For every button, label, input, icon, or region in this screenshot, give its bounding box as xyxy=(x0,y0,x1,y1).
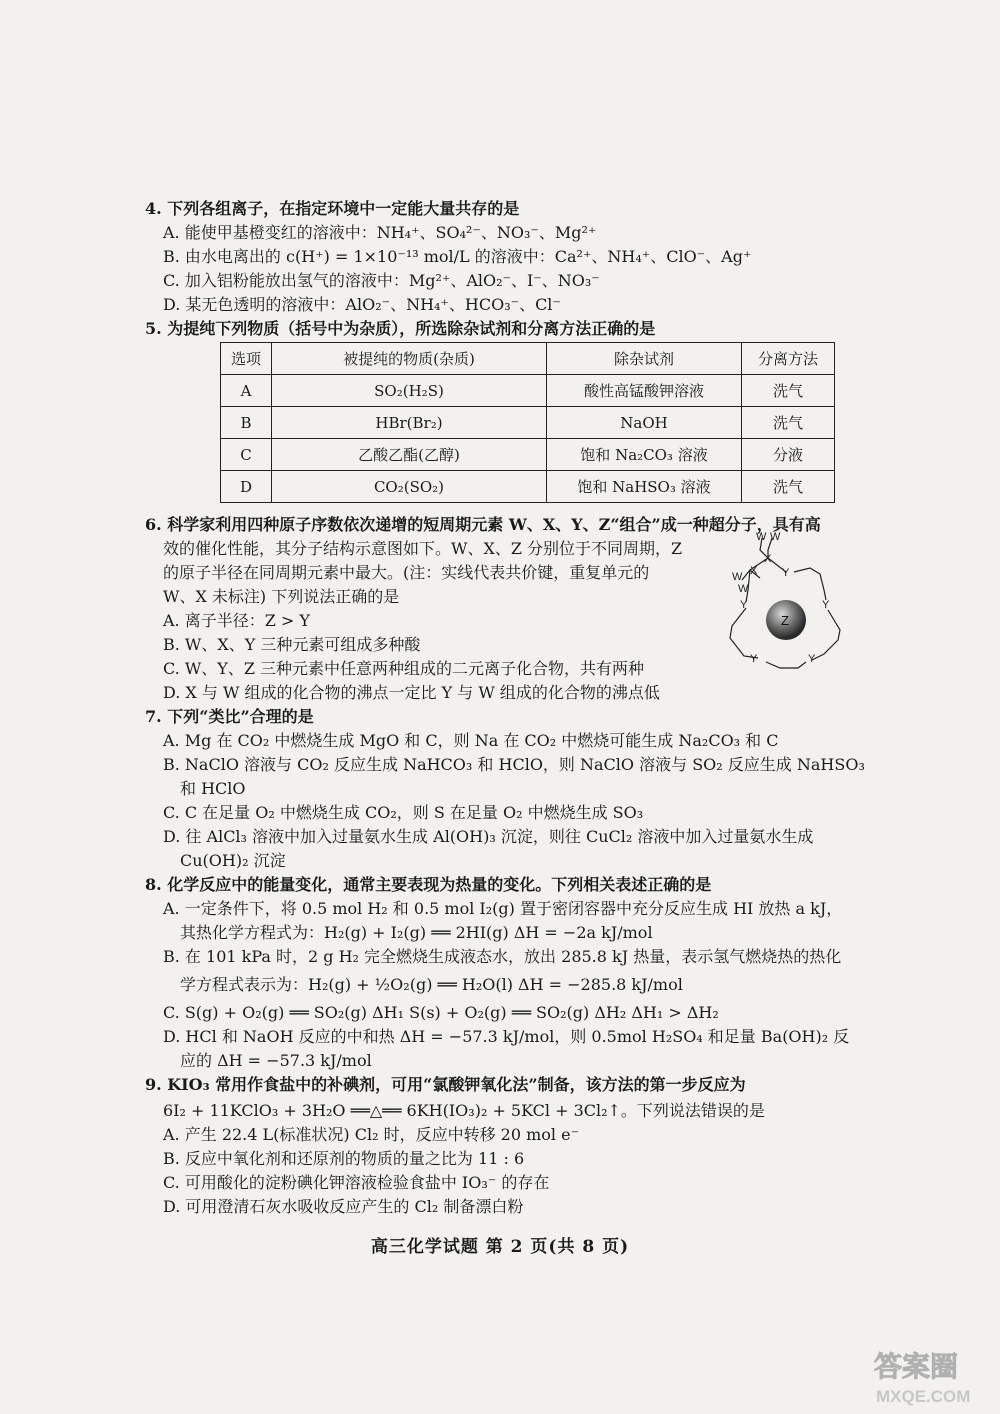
atom-label-y: Y xyxy=(822,599,830,611)
q8-option-c: C. S(g) + O₂(g) ══ SO₂(g) ΔH₁ S(s) + O₂(g) ══ SO₂(g) ΔH₂ ΔH₁ > ΔH₂ xyxy=(163,1003,719,1022)
watermark-logo xyxy=(870,1340,990,1410)
q9-option-b: B. 反应中氧化剂和还原剂的物质的量之比为 11 : 6 xyxy=(163,1149,525,1168)
table-header-row xyxy=(221,343,835,375)
table-cell: D xyxy=(221,471,272,503)
table-header: 除杂试剂 xyxy=(547,343,742,375)
table-cell: 饱和 Na₂CO₃ 溶液 xyxy=(547,439,742,471)
table-cell: 酸性高锰酸钾溶液 xyxy=(547,375,742,407)
table-cell: 乙酸乙酯(乙醇) xyxy=(272,439,547,471)
table-cell: A xyxy=(221,375,272,407)
q5-table xyxy=(220,342,835,503)
q7-option-c: C. C 在足量 O₂ 中燃烧生成 CO₂，则 S 在足量 O₂ 中燃烧生成 SO₃ xyxy=(163,803,644,822)
supramolecule-structure-diagram xyxy=(720,530,870,690)
q4-option-d: D. 某无色透明的溶液中：AlO₂⁻、NH₄⁺、HCO₃⁻、Cl⁻ xyxy=(163,295,561,314)
watermark-title: 答案圈 xyxy=(874,1350,959,1383)
watermark-domain: MXQE.COM xyxy=(876,1387,971,1406)
table-cell: C xyxy=(221,439,272,471)
q8-stem: 8. 化学反应中的能量变化，通常主要表现为热量的变化。下列相关表述正确的是 xyxy=(145,875,712,894)
atom-label-x: X xyxy=(764,553,772,565)
atom-label-w: W xyxy=(738,583,749,595)
table-header: 分离方法 xyxy=(742,343,835,375)
q6-stem-line-3: 的原子半径在同周期元素中最大。(注：实线代表共价键，重复单元的 xyxy=(163,563,650,582)
q4-option-b: B. 由水电离出的 c(H⁺) = 1×10⁻¹³ mol/L 的溶液中：Ca²⁺、NH₄⁺、ClO⁻、Ag⁺ xyxy=(163,247,752,266)
q8-option-a-equation: 其热化学方程式为：H₂(g) + I₂(g) ══ 2HI(g) ΔH = −2a kJ/mol xyxy=(180,923,653,942)
table-cell: 洗气 xyxy=(742,471,835,503)
atom-label-x: X xyxy=(750,565,758,577)
table-row xyxy=(221,375,835,407)
atom-label-y: Y xyxy=(782,567,790,579)
q7-option-a: A. Mg 在 CO₂ 中燃烧生成 MgO 和 C，则 Na 在 CO₂ 中燃烧可能生成 Na₂CO₃ 和 C xyxy=(163,731,779,750)
q9-option-c: C. 可用酸化的淀粉碘化钾溶液检验食盐中 IO₃⁻ 的存在 xyxy=(163,1173,550,1192)
table-row xyxy=(221,407,835,439)
q9-option-d: D. 可用澄清石灰水吸收反应产生的 Cl₂ 制备漂白粉 xyxy=(163,1197,524,1216)
q6-option-d: D. X 与 W 组成的化合物的沸点一定比 Y 与 W 组成的化合物的沸点低 xyxy=(163,683,660,702)
atom-label-y: Y xyxy=(740,599,748,611)
atom-label-w: W xyxy=(770,531,781,543)
q7-stem: 7. 下列“类比”合理的是 xyxy=(145,707,314,726)
q6-stem-line-1: 6. 科学家利用四种原子序数依次递增的短周期元素 W、X、Y、Z“组合”成一种超分子，具有高 xyxy=(145,515,821,534)
q7-option-b-continued: 和 HClO xyxy=(180,779,246,798)
q5-stem: 5. 为提纯下列物质（括号中为杂质），所选除杂试剂和分离方法正确的是 xyxy=(145,319,656,338)
atom-label-y: Y xyxy=(750,653,758,665)
table-header: 被提纯的物质(杂质) xyxy=(272,343,547,375)
q7-option-d: D. 往 AlCl₃ 溶液中加入过量氨水生成 Al(OH)₃ 沉淀，则往 CuCl₂ 溶液中加入过量氨水生成 xyxy=(163,827,814,846)
q9-stem: 9. KIO₃ 常用作食盐中的补碘剂，可用“氯酸钾氧化法”制备，该方法的第一步反应为 xyxy=(145,1075,746,1094)
table-cell: B xyxy=(221,407,272,439)
q8-option-b: B. 在 101 kPa 时，2 g H₂ 完全燃烧生成液态水，放出 285.8 kJ 热量，表示氢气燃烧热的热化 xyxy=(163,947,842,966)
atom-label-w: W xyxy=(756,531,767,543)
table-row xyxy=(221,471,835,503)
q8-option-d: D. HCl 和 NaOH 反应的中和热 ΔH = −57.3 kJ/mol，则 0.5mol H₂SO₄ 和足量 Ba(OH)₂ 反 xyxy=(163,1027,850,1046)
q8-option-b-equation: 学方程式表示为：H₂(g) + ½O₂(g) ══ H₂O(l) ΔH = −285.8 kJ/mol xyxy=(180,975,683,994)
q7-option-b: B. NaClO 溶液与 CO₂ 反应生成 NaHCO₃ 和 HClO，则 NaClO 溶液与 SO₂ 反应生成 NaHSO₃ xyxy=(163,755,865,774)
q4-option-c: C. 加入铝粉能放出氢气的溶液中：Mg²⁺、AlO₂⁻、I⁻、NO₃⁻ xyxy=(163,271,600,290)
table-row xyxy=(221,439,835,471)
page-footer: 高三化学试题 第 2 页(共 8 页) xyxy=(370,1237,630,1257)
q9-option-a: A. 产生 22.4 L(标准状况) Cl₂ 时，反应中转移 20 mol e⁻ xyxy=(163,1125,580,1144)
table-header: 选项 xyxy=(221,343,272,375)
q6-option-a: A. 离子半径：Z > Y xyxy=(163,611,310,630)
q7-option-d-continued: Cu(OH)₂ 沉淀 xyxy=(180,851,286,870)
table-cell: CO₂(SO₂) xyxy=(272,471,547,503)
table-cell: 洗气 xyxy=(742,375,835,407)
q6-option-c: C. W、Y、Z 三种元素中任意两种组成的二元离子化合物，共有两种 xyxy=(163,659,645,678)
q4-stem: 4. 下列各组离子，在指定环境中一定能大量共存的是 xyxy=(145,199,520,218)
atom-label-z: Z xyxy=(781,613,789,628)
table-cell: HBr(Br₂) xyxy=(272,407,547,439)
q4-option-a: A. 能使甲基橙变红的溶液中：NH₄⁺、SO₄²⁻、NO₃⁻、Mg²⁺ xyxy=(163,223,597,242)
q8-option-a: A. 一定条件下，将 0.5 mol H₂ 和 0.5 mol I₂(g) 置于密闭容器中充分反应生成 HI 放热 a kJ， xyxy=(163,899,843,918)
atom-label-y: Y xyxy=(808,653,816,665)
table-cell: 分液 xyxy=(742,439,835,471)
table-cell: 饱和 NaHSO₃ 溶液 xyxy=(547,471,742,503)
q6-stem-line-2: 效的催化性能，其分子结构示意图如下。W、X、Z 分别位于不同周期，Z xyxy=(163,539,683,558)
q6-stem-line-4: W、X 未标注) 下列说法正确的是 xyxy=(163,587,400,606)
q8-option-d-continued: 应的 ΔH = −57.3 kJ/mol xyxy=(180,1051,372,1070)
q6-option-b: B. W、X、Y 三种元素可组成多种酸 xyxy=(163,635,421,654)
table-cell: SO₂(H₂S) xyxy=(272,375,547,407)
q9-equation: 6I₂ + 11KClO₃ + 3H₂O ══△══ 6KH(IO₃)₂ + 5KCl + 3Cl₂↑。下列说法错误的是 xyxy=(163,1101,765,1120)
table-cell: NaOH xyxy=(547,407,742,439)
table-cell: 洗气 xyxy=(742,407,835,439)
atom-label-w: W xyxy=(732,571,743,583)
